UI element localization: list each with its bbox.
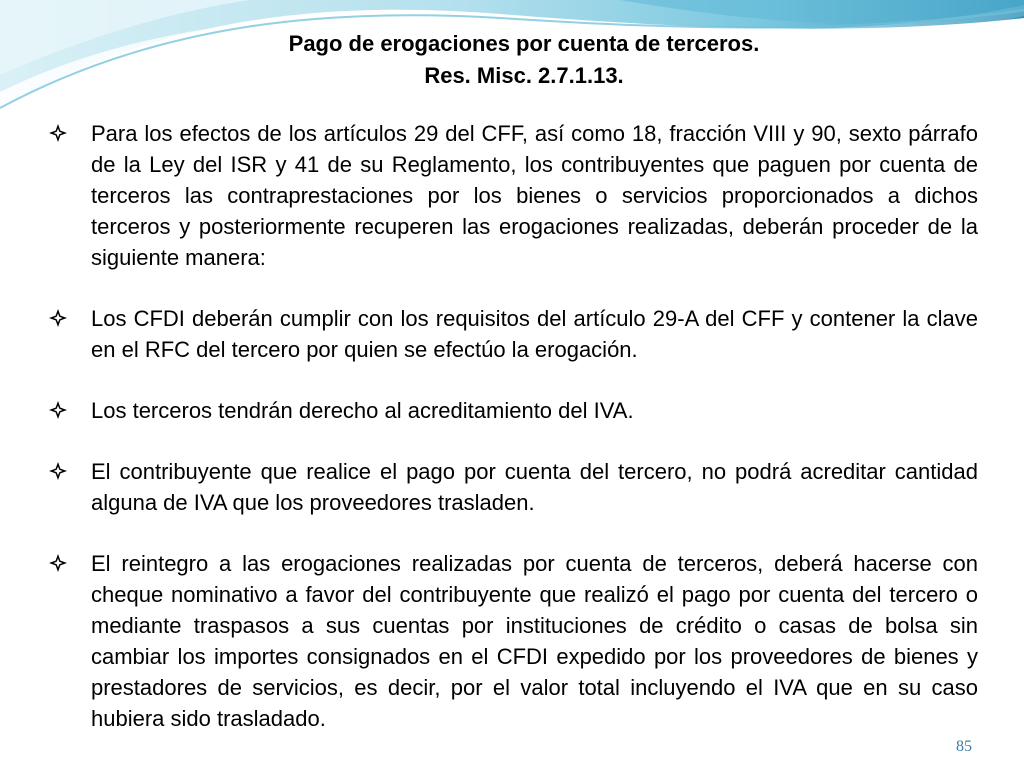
bullet-item-1 [46,118,978,273]
four-point-diamond-icon [48,400,68,420]
bullet-item-3 [46,395,978,426]
page-number: 85 [956,738,972,755]
bullet-text: El reintegro a las erogaciones realizadas por cuenta de terceros, deberá hacerse con cheque nominativo a favor del contribuyente que realizó el pago por cuenta del tercero o mediante traspasos a sus cuentas por instituciones de crédito o casas de bolsa sin cambiar los importes consignados en el CFDI expedido por los proveedores de bienes y prestadores de servicios, es decir, por el valor total incluyendo el IVA que en su caso hubiera sido trasladado. [91,551,978,731]
bullet-text: Los terceros tendrán derecho al acreditamiento del IVA. [91,398,634,423]
title-line-1: Pago de erogaciones por cuenta de terceros. [288,31,760,56]
bullet-item-5 [46,548,978,734]
bullet-text: Para los efectos de los artículos 29 del CFF, así como 18, fracción VIII y 90, sexto párrafo de la Ley del ISR y 41 de su Reglamento, los contribuyentes que paguen por cuenta de terceros las contraprestaciones por los bienes o servicios proporcionados a dichos terceros y posteriormente recuperen las erogaciones realizadas, deberán proceder de la siguiente manera: [91,121,978,270]
bullet-list [46,118,978,764]
bullet-item-4 [46,456,978,518]
slide-title [0,28,1024,92]
bullet-text: El contribuyente que realice el pago por cuenta del tercero, no podrá acreditar cantidad alguna de IVA que los proveedores trasladen. [91,459,978,515]
four-point-diamond-icon [48,553,68,573]
bullet-text: Los CFDI deberán cumplir con los requisitos del artículo 29-A del CFF y contener la clave en el RFC del tercero por quien se efectúo la erogación. [91,306,978,362]
title-line-2: Res. Misc. 2.7.1.13. [424,63,624,88]
four-point-diamond-icon [48,461,68,481]
four-point-diamond-icon [48,123,68,143]
bullet-item-2 [46,303,978,365]
four-point-diamond-icon [48,308,68,328]
